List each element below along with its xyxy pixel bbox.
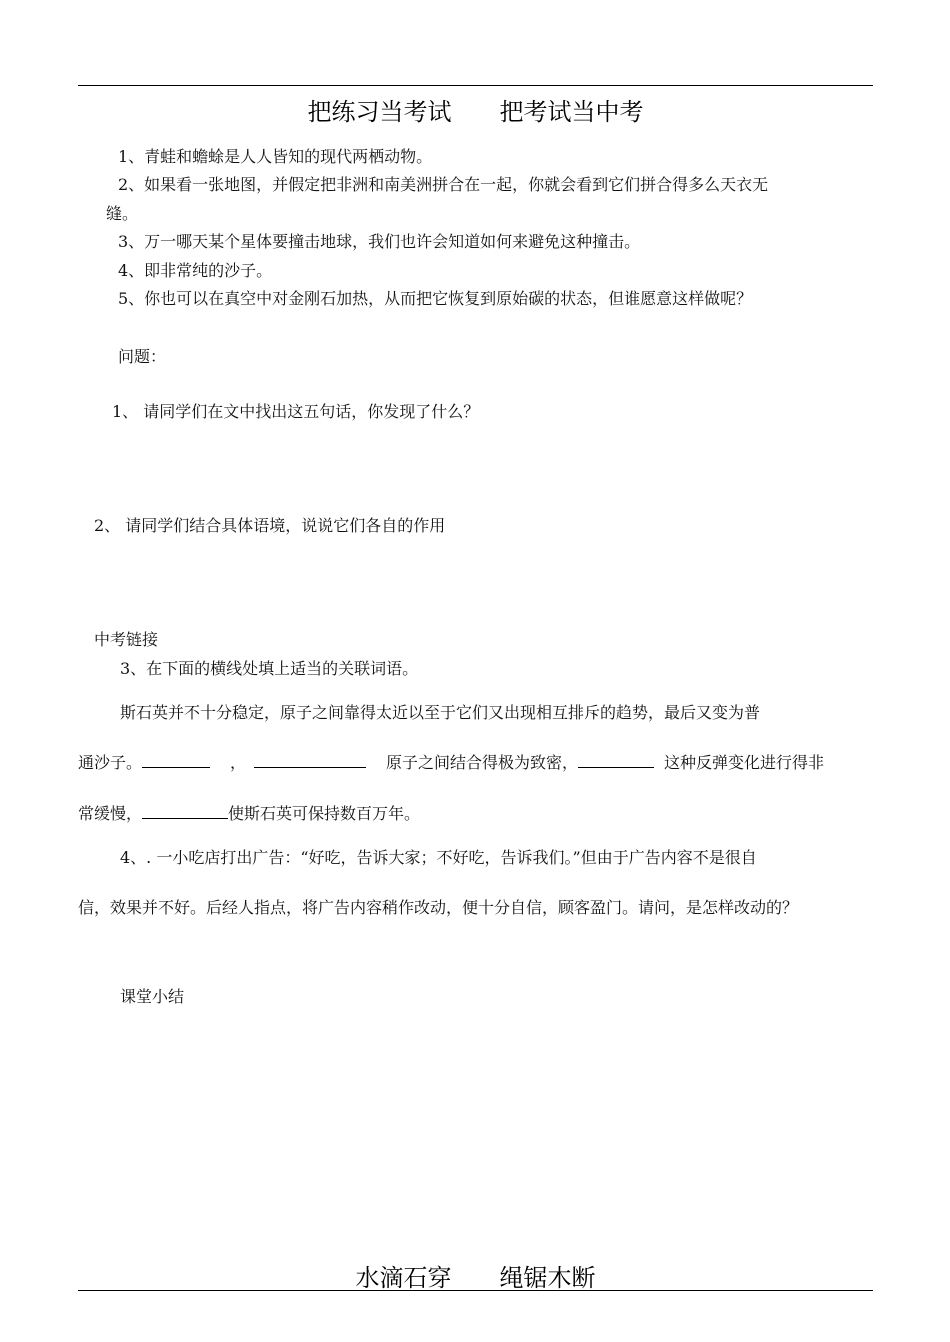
passage-line-3-end: 使斯石英可保持数百万年。 — [228, 804, 421, 823]
top-rule — [78, 85, 873, 86]
passage-line-2 — [78, 750, 824, 773]
passage-line-1: 斯石英并不十分稳定，原子之间靠得太近以至于它们又出现相互排斥的趋势，最后又变为普 — [120, 703, 761, 722]
question-2: 2、 请同学们结合具体语境，说说它们各自的作用 — [94, 516, 446, 535]
passage-line-3-start: 常缓慢， — [78, 804, 143, 823]
sentence-2-cont: 缝。 — [106, 204, 139, 223]
questions-heading: 问题： — [118, 347, 167, 366]
passage-line-3 — [78, 801, 420, 824]
footer-motto: 水滴石穿 绳锯木断 — [355, 1264, 596, 1292]
item-4-line-1: 4、. 一小吃店打出广告：“好吃，告诉大家；不好吃，告诉我们。”但由于广告内容不是很自 — [120, 848, 757, 867]
sentence-1: 1、青蛙和蟾蜍是人人皆知的现代两栖动物。 — [118, 147, 433, 166]
sentence-3: 3、万一哪天某个星体要撞击地球，我们也许会知道如何来避免这种撞击。 — [118, 232, 641, 251]
blank-3[interactable] — [578, 751, 654, 768]
sentence-4: 4、即非常纯的沙子。 — [118, 261, 273, 280]
item-3-prompt: 3、在下面的横线处填上适当的关联词语。 — [120, 659, 419, 678]
bottom-rule — [78, 1290, 873, 1291]
page-title: 把练习当考试 把考试当中考 — [307, 98, 644, 126]
exam-link-heading: 中考链接 — [94, 630, 159, 649]
blank-2[interactable] — [254, 751, 366, 768]
sentence-2: 2、如果看一张地图，并假定把非洲和南美洲拼合在一起，你就会看到它们拼合得多么天衣无 — [118, 175, 769, 194]
sentence-5: 5、你也可以在真空中对金刚石加热，从而把它恢复到原始碳的状态，但谁愿意这样做呢？ — [118, 289, 753, 308]
passage-line-2-middle: 原子之间结合得极为致密， — [386, 753, 579, 772]
item-4-line-2: 信，效果并不好。后经人指点，将广告内容稍作改动，便十分自信，顾客盈门。请问，是怎样改动的？ — [78, 898, 799, 917]
blank-4[interactable] — [142, 802, 228, 819]
passage-line-2-start: 通沙子。 — [78, 753, 143, 772]
blank-1[interactable] — [142, 751, 210, 768]
passage-line-2-end: 这种反弹变化进行得非 — [664, 753, 825, 772]
summary-heading: 课堂小结 — [120, 987, 185, 1006]
question-1: 1、 请同学们在文中找出这五句话，你发现了什么？ — [112, 402, 480, 421]
passage-line-2-comma: ， — [230, 753, 247, 772]
